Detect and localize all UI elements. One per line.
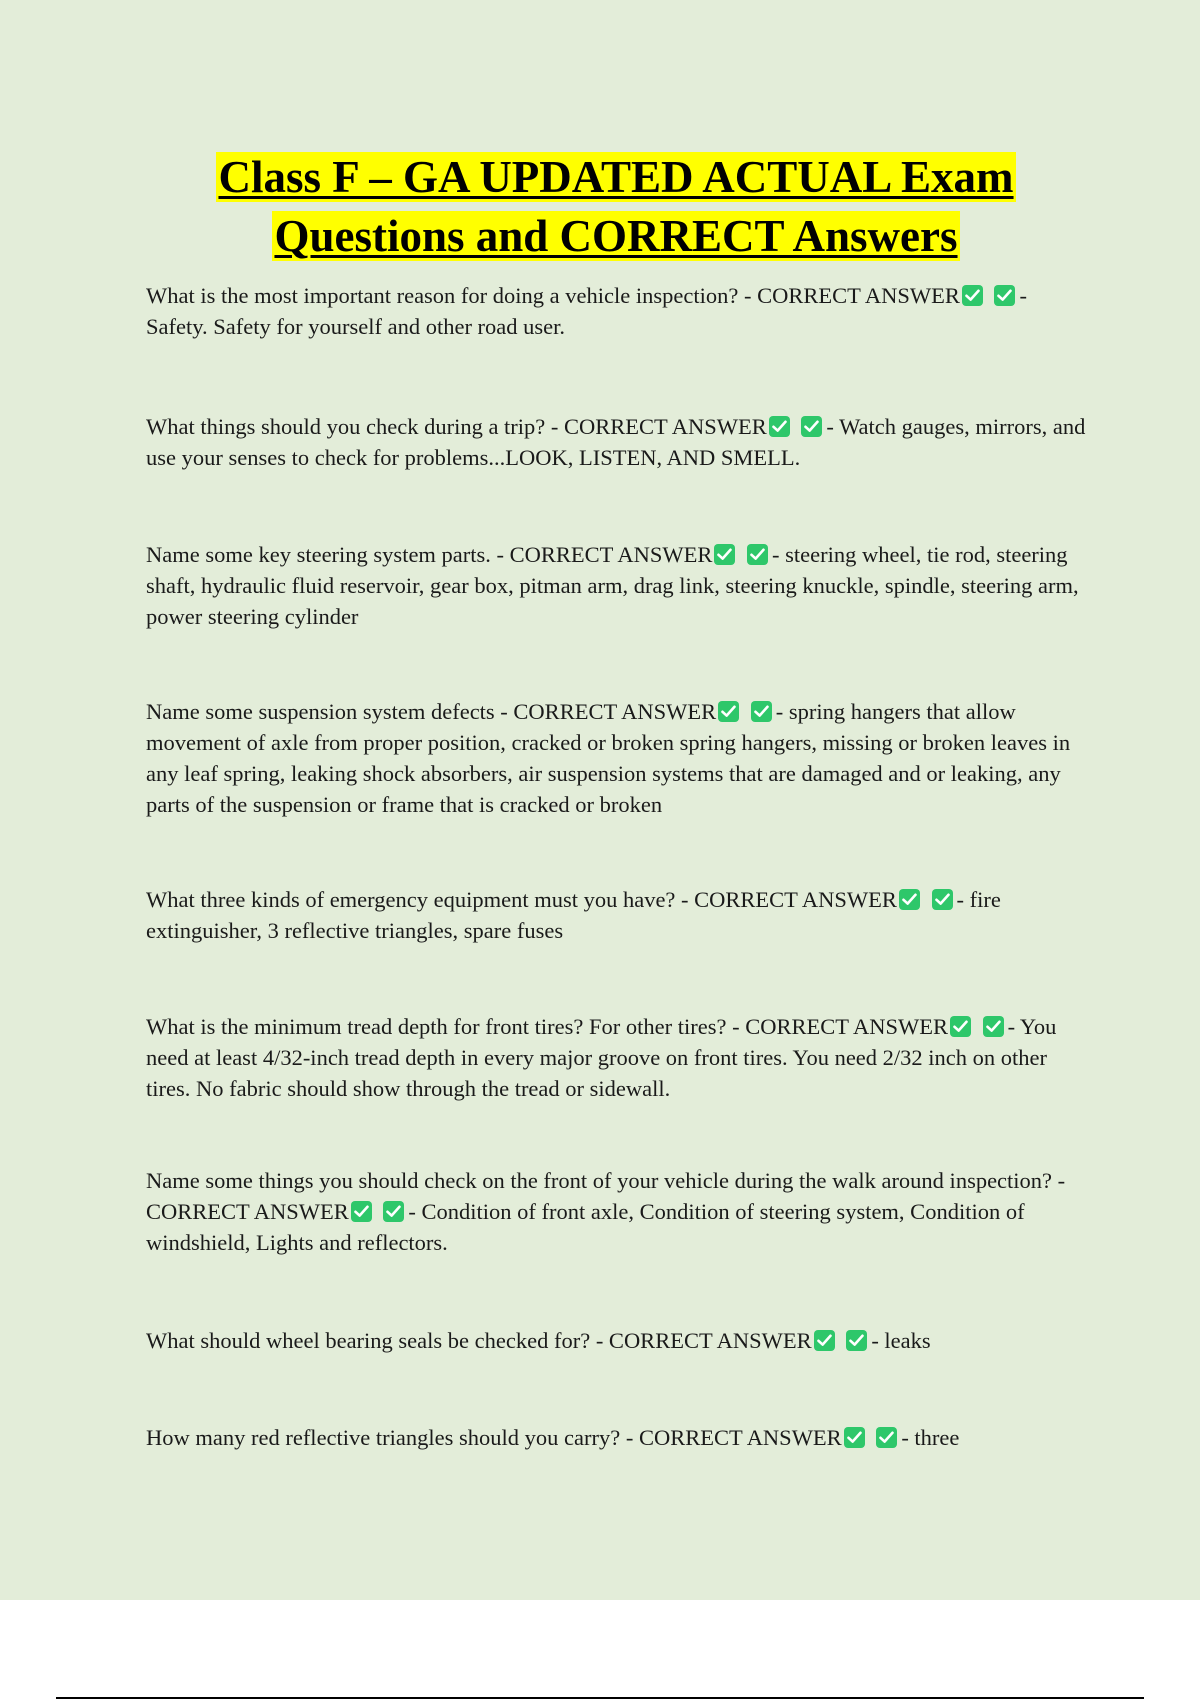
question-text: What three kinds of emergency equipment must you have? - CORRECT ANSWER [146,887,897,912]
answer-text: - spring hangers that allow movement of axle from proper position, cracked or broken spring hangers, missing or broken leaves in any leaf spring, leaking shock absorbers, air suspension systems that are damaged and or leaking, any parts of the suspension or frame that is cracked or broken [146,699,1071,817]
check-icon [846,1330,867,1351]
footer-rule [56,1697,1144,1699]
check-icon [844,1427,865,1448]
title-line-1: Class F – GA UPDATED ACTUAL Exam [218,152,1014,202]
answer-text: - three [901,1425,960,1450]
question-text: What is the most important reason for doing a vehicle inspection? - CORRECT ANSWER [146,283,960,308]
answer-text: - fire extinguisher, 3 reflective triangles, spare fuses [146,887,1001,943]
qa-item [146,1325,1090,1356]
check-icon [751,701,772,722]
question-text: Name some suspension system defects - CORRECT ANSWER [146,699,717,724]
qa-item [146,1011,1090,1104]
qa-item [146,411,1090,473]
check-icon [351,1201,372,1222]
check-icon [962,285,983,306]
check-icon [814,1330,835,1351]
answer-text: - You need at least 4/32-inch tread depth in every major groove on front tires. You need 2/32 inch on other tires. No fabric should show through the tread or sidewall. [146,1014,1057,1101]
document-title [60,148,1172,266]
check-icon [876,1427,897,1448]
check-icon [718,701,739,722]
question-text: How many red reflective triangles should you carry? - CORRECT ANSWER [146,1425,842,1450]
title-line-2: Questions and CORRECT Answers [274,211,958,261]
qa-item [146,539,1090,632]
question-text: What is the minimum tread depth for front tires? For other tires? - CORRECT ANSWER [146,1014,948,1039]
check-icon [932,889,953,910]
check-icon [714,544,735,565]
question-text: What things should you check during a trip? - CORRECT ANSWER [146,414,767,439]
check-icon [747,544,768,565]
check-icon [383,1201,404,1222]
qa-item [146,1422,1090,1453]
check-icon [801,416,822,437]
qa-item [146,884,1090,946]
qa-item [146,1165,1090,1258]
check-icon [899,889,920,910]
answer-text: - Safety. Safety for yourself and other road user. [146,283,1027,339]
answer-text: - Condition of front axle, Condition of steering system, Condition of windshield, Lights and reflectors. [146,1199,1025,1255]
question-text: Name some key steering system parts. - CORRECT ANSWER [146,542,713,567]
question-text: Name some things you should check on the front of your vehicle during the walk around inspection? - CORRECT ANSWER [146,1168,1066,1224]
check-icon [769,416,790,437]
answer-text: - Watch gauges, mirrors, and use your senses to check for problems...LOOK, LISTEN, AND SMELL. [146,414,1086,470]
answer-text: - leaks [871,1328,931,1353]
check-icon [983,1016,1004,1037]
question-text: What should wheel bearing seals be checked for? - CORRECT ANSWER [146,1328,812,1353]
answer-text: - steering wheel, tie rod, steering shaft, hydraulic fluid reservoir, gear box, pitman arm, drag link, steering knuckle, spindle, steering arm, power steering cylinder [146,542,1079,629]
check-icon [950,1016,971,1037]
qa-item [146,696,1090,820]
qa-item [146,280,1090,342]
check-icon [994,285,1015,306]
